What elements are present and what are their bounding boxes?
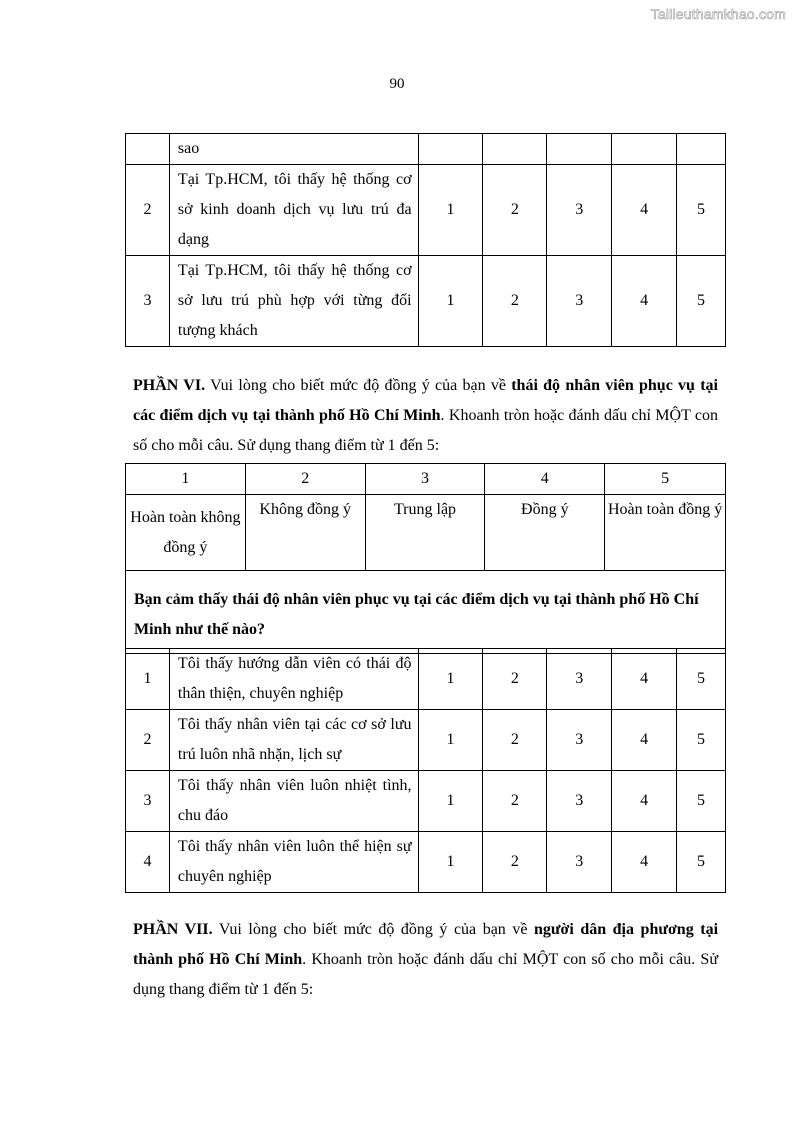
scale-label-row bbox=[126, 495, 726, 571]
section-6-label: PHẦN VI. bbox=[133, 377, 206, 394]
scale-number: 3 bbox=[365, 464, 485, 495]
section-6-bold: thái độ nhân viên phục vụ tại các điểm dịch vụ tại thành phố Hồ Chí Minh bbox=[133, 377, 718, 424]
score-cell: 3 bbox=[547, 710, 612, 771]
row-number bbox=[126, 134, 170, 165]
row-number: 2 bbox=[126, 165, 170, 256]
statement-text: Tôi thấy hướng dẫn viên có thái độ thân thiện, chuyên nghiệp bbox=[169, 649, 418, 710]
statement-text: Tôi thấy nhân viên tại các cơ sở lưu trú luôn nhã nhặn, lịch sự bbox=[169, 710, 418, 771]
row-number: 1 bbox=[126, 649, 170, 710]
section-7-text-a: Vui lòng cho biết mức độ đồng ý của bạn về bbox=[212, 921, 534, 938]
score-cell: 2 bbox=[483, 710, 547, 771]
score-cell: 1 bbox=[418, 649, 483, 710]
statement-text: Tại Tp.HCM, tôi thấy hệ thống cơ sở lưu trú phù hợp với từng đối tượng khách bbox=[169, 256, 418, 347]
table-row bbox=[126, 771, 726, 832]
table-row bbox=[126, 134, 726, 165]
section-7-text-b: . Khoanh tròn hoặc đánh dấu chỉ MỘT con số cho mỗi câu. Sử dụng thang điểm từ 1 đến 5: bbox=[133, 951, 718, 998]
score-cell: 5 bbox=[677, 256, 726, 347]
page-number: 90 bbox=[389, 76, 405, 92]
row-number: 2 bbox=[126, 710, 170, 771]
scale-label: Hoàn toàn không đồng ý bbox=[126, 495, 246, 571]
staff-table bbox=[125, 648, 726, 893]
watermark: Tailieuthamkhao.com bbox=[650, 6, 786, 22]
score-cell: 4 bbox=[612, 832, 677, 893]
statement-text: sao bbox=[169, 134, 418, 165]
scale-number: 4 bbox=[485, 464, 605, 495]
scale-table bbox=[125, 463, 726, 654]
score-cell: 5 bbox=[677, 832, 726, 893]
score-cell bbox=[483, 134, 547, 165]
score-cell: 2 bbox=[483, 256, 547, 347]
score-cell: 3 bbox=[547, 165, 612, 256]
table-row bbox=[126, 710, 726, 771]
score-cell: 3 bbox=[547, 256, 612, 347]
question-row bbox=[126, 571, 726, 654]
scale-label: Đồng ý bbox=[485, 495, 605, 571]
score-cell: 2 bbox=[483, 165, 547, 256]
statement-text: Tôi thấy nhân viên luôn thể hiện sự chuyên nghiệp bbox=[169, 832, 418, 893]
score-cell: 5 bbox=[677, 649, 726, 710]
score-cell bbox=[677, 134, 726, 165]
scale-number-row bbox=[126, 464, 726, 495]
score-cell: 1 bbox=[418, 710, 483, 771]
score-cell: 2 bbox=[483, 771, 547, 832]
scale-label: Hoàn toàn đồng ý bbox=[605, 495, 726, 571]
score-cell bbox=[547, 134, 612, 165]
score-cell: 4 bbox=[612, 165, 677, 256]
score-cell: 4 bbox=[612, 256, 677, 347]
table-row bbox=[126, 256, 726, 347]
score-cell: 4 bbox=[612, 649, 677, 710]
score-cell: 3 bbox=[547, 832, 612, 893]
score-cell: 5 bbox=[677, 710, 726, 771]
section-6-text-a: Vui lòng cho biết mức độ đồng ý của bạn về bbox=[205, 377, 512, 394]
score-cell: 2 bbox=[483, 832, 547, 893]
score-cell: 1 bbox=[418, 832, 483, 893]
scale-number: 5 bbox=[605, 464, 726, 495]
score-cell bbox=[418, 134, 483, 165]
score-cell: 5 bbox=[677, 771, 726, 832]
statement-text: Tôi thấy nhân viên luôn nhiệt tình, chu đáo bbox=[169, 771, 418, 832]
row-number: 4 bbox=[126, 832, 170, 893]
score-cell: 5 bbox=[677, 165, 726, 256]
table-row bbox=[126, 832, 726, 893]
score-cell: 3 bbox=[547, 771, 612, 832]
scale-label: Trung lập bbox=[365, 495, 485, 571]
row-number: 3 bbox=[126, 256, 170, 347]
row-number: 3 bbox=[126, 771, 170, 832]
score-cell: 1 bbox=[418, 771, 483, 832]
score-cell: 3 bbox=[547, 649, 612, 710]
scale-number: 1 bbox=[126, 464, 246, 495]
accommodation-table bbox=[125, 133, 726, 347]
table-row bbox=[126, 649, 726, 710]
section-7-label: PHẦN VII. bbox=[133, 921, 213, 938]
section-6-text-b: . Khoanh tròn hoặc đánh dấu chỉ MỘT con số cho mỗi câu. Sử dụng thang điểm từ 1 đến 5: bbox=[133, 407, 719, 454]
score-cell: 2 bbox=[483, 649, 547, 710]
score-cell: 4 bbox=[612, 771, 677, 832]
section-6-intro bbox=[133, 371, 718, 461]
statement-text: Tại Tp.HCM, tôi thấy hệ thống cơ sở kinh doanh dịch vụ lưu trú đa dạng bbox=[169, 165, 418, 256]
section-7-bold: người dân địa phương tại thành phố Hồ Chí Minh bbox=[133, 921, 719, 968]
score-cell: 1 bbox=[418, 256, 483, 347]
score-cell: 1 bbox=[418, 165, 483, 256]
scale-number: 2 bbox=[245, 464, 365, 495]
staff-question: Bạn cảm thấy thái độ nhân viên phục vụ tại các điểm dịch vụ tại thành phố Hồ Chí Minh như thế nào? bbox=[126, 571, 726, 654]
section-7-intro bbox=[133, 915, 718, 1005]
score-cell: 4 bbox=[612, 710, 677, 771]
scale-label: Không đồng ý bbox=[245, 495, 365, 571]
table-row bbox=[126, 165, 726, 256]
score-cell bbox=[612, 134, 677, 165]
